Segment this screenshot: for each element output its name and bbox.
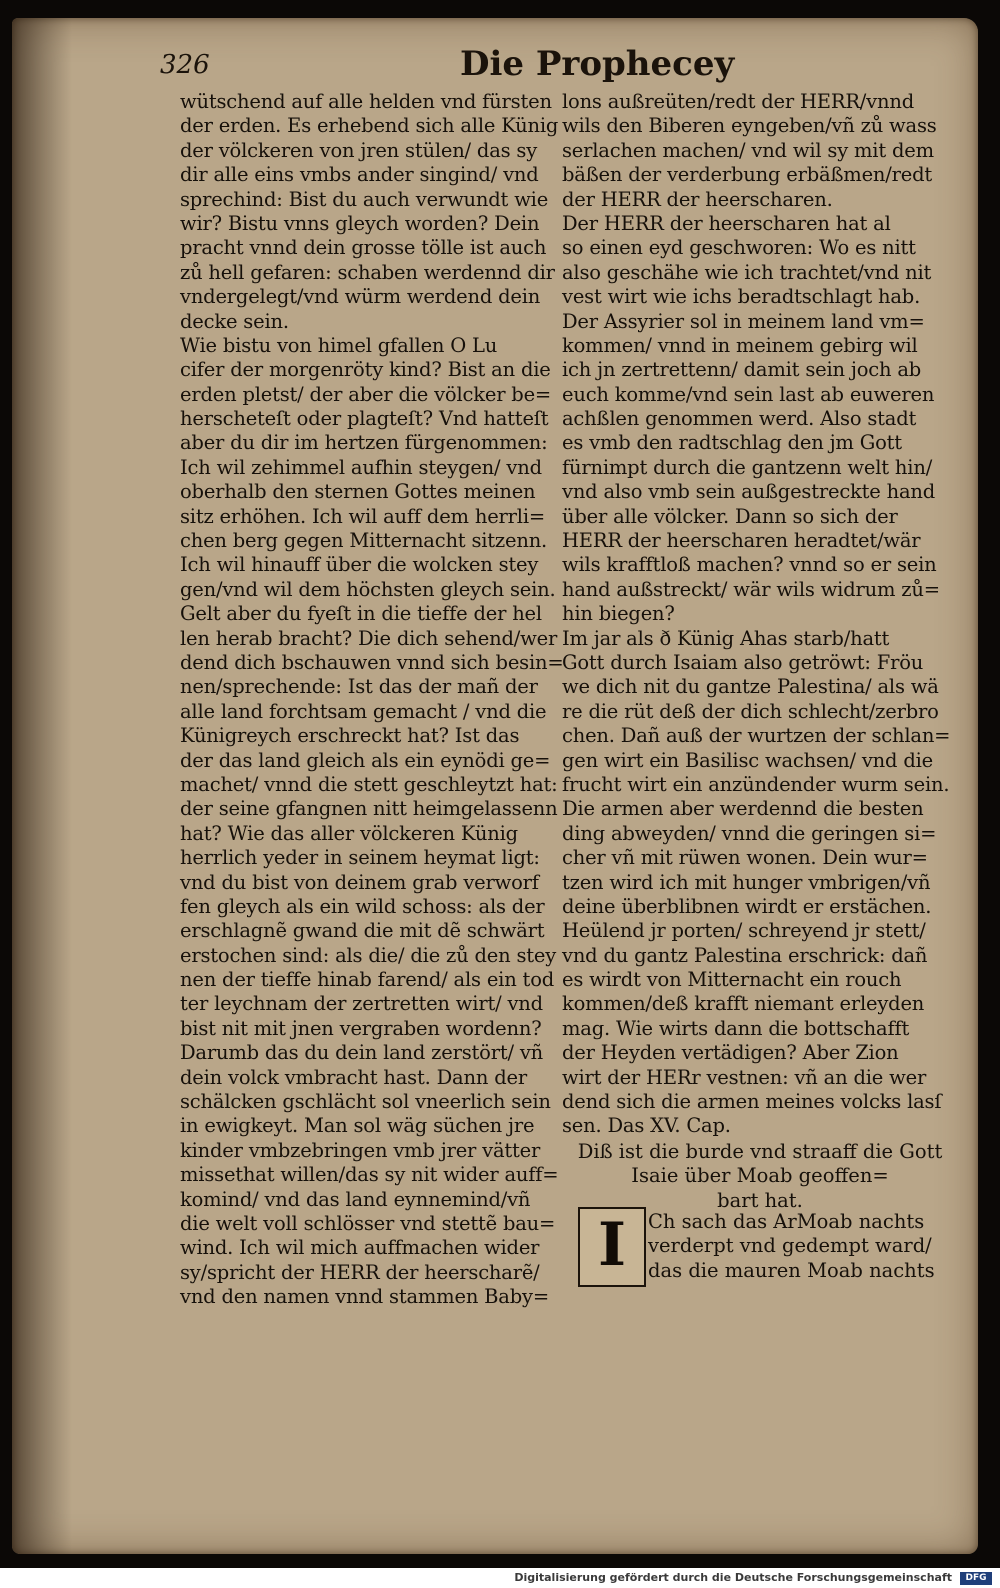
text-line: wirt der HERr vestnen: vñ an die wer xyxy=(562,1065,927,1089)
text-line: kommen/ vnnd in meinem gebirg wil xyxy=(562,333,918,357)
dfg-logo: DFG xyxy=(960,1572,992,1585)
text-line: bist nit mit jnen vergraben wordenn? xyxy=(180,1016,542,1040)
text-line: so einen eyd geschworen: Wo es nitt xyxy=(562,236,916,260)
page-header xyxy=(160,44,940,88)
text-line: dend dich bschauwen vnnd sich besin= xyxy=(180,650,564,674)
text-line: Wie bistu von himel gfallen O Lu xyxy=(180,333,498,357)
text-line: Künigreych erschreckt hat? Ist das xyxy=(180,724,520,748)
text-line: bäßen der verderbung erbäßmen/redt xyxy=(562,163,933,187)
text-line: vndergelegt/vnd würm werdend dein xyxy=(180,285,541,309)
footer-bar xyxy=(0,1570,1000,1588)
text-line: we dich nit du gantze Palestina/ als wä xyxy=(562,675,939,699)
text-line: aber du dir im hertzen fürgenommen: xyxy=(180,431,548,455)
text-line: wir? Bistu vnns gleych worden? Dein xyxy=(180,211,540,235)
text-line: vnd den namen vnnd stammen Baby= xyxy=(180,1285,549,1309)
page-number: 326 xyxy=(160,50,210,80)
text-line: Gelt aber du fyeſt in die tieffe der hel xyxy=(180,602,542,626)
text-line: re die rüt deß der dich schlecht/zerbro xyxy=(562,699,939,723)
text-line: zů hell gefaren: schaben werdennd dir xyxy=(180,260,555,284)
text-line: nen/sprechende: Ist das der mañ der xyxy=(180,675,538,699)
text-line: ter leychnam der zertretten wirt/ vnd xyxy=(180,992,543,1016)
text-line: es vmb den radtschlag den jm Gott xyxy=(562,431,902,455)
text-line: kommen/deß krafft niemant erleyden xyxy=(562,992,925,1016)
text-line: komind/ vnd das land eynnemind/vñ xyxy=(180,1187,531,1211)
text-line: wils krafftloß machen? vnnd so er sein xyxy=(562,553,937,577)
text-line: oberhalb den sternen Gottes meinen xyxy=(180,480,536,504)
text-line: der völckeren von jren stülen/ das sy xyxy=(180,138,538,162)
text-line: hin biegen? xyxy=(562,602,675,626)
text-line: das die mauren Moab nachts xyxy=(648,1258,935,1282)
text-line: ich jn zertrettenn/ damit sein joch ab xyxy=(562,358,922,382)
text-line: pracht vnnd dein grosse tölle ist auch xyxy=(180,236,547,260)
text-line: machet/ vnnd die stett geschleytzt hat: xyxy=(180,772,558,796)
text-line: also geschähe wie ich trachtet/vnd nit xyxy=(562,260,932,284)
text-line: lons außreüten/redt der HERR/vnnd xyxy=(562,90,914,113)
text-line: vnd also vmb sein außgestreckte hand xyxy=(562,480,936,504)
text-line: HERR der heerscharen heradtet/wär xyxy=(562,529,921,553)
digitization-credit: Digitalisierung gefördert durch die Deutsche Forschungsgemeinschaft xyxy=(514,1571,952,1584)
chapter-opening-text xyxy=(648,1210,948,1283)
page-gutter-shadow xyxy=(12,18,72,1554)
text-line: Gott durch Isaiam also getröwt: Fröu xyxy=(562,650,924,674)
text-line: Ich wil zehimmel aufhin steygen/ vnd xyxy=(180,455,542,479)
text-line: deine überblibnen wirdt er erstächen. xyxy=(562,894,932,918)
text-line: vnd du bist von deinem grab verworf xyxy=(180,870,539,894)
left-text-column xyxy=(180,90,564,1310)
text-line: vnd du gantz Palestina erschrick: dañ xyxy=(562,943,928,967)
text-line: herscheteſt oder plagteſt? Vnd hatteſt xyxy=(180,407,549,431)
text-line: Darumb das du dein land zerstört/ vñ xyxy=(180,1041,544,1065)
text-line: erschlagnẽ gwand die mit dẽ schwärt xyxy=(180,919,545,943)
text-line: cifer der morgenröty kind? Bist an die xyxy=(180,358,551,382)
text-line: missethat willen/das sy nit wider auff= xyxy=(180,1163,559,1187)
text-line: wütschend auf alle helden vnd fürsten xyxy=(180,90,552,113)
text-line: erstochen sind: als die/ die zů den stey xyxy=(180,943,557,967)
running-head: Die Prophecey xyxy=(460,44,735,84)
text-line: der das land gleich als ein eynödi ge= xyxy=(180,748,551,772)
text-line: gen/vnd wil dem höchsten gleych sein. xyxy=(180,577,556,601)
text-line: sy/spricht der HERR der heerscharẽ/ xyxy=(180,1260,540,1284)
text-line: kinder vmbzebringen vmb jrer vätter xyxy=(180,1138,541,1162)
text-line: hat? Wie das aller völckeren Künig xyxy=(180,821,518,845)
text-line: in ewigkeyt. Man sol wäg süchen jre xyxy=(180,1114,535,1138)
text-line: chen. Dañ auß der wurtzen der schlan= xyxy=(562,724,951,748)
text-line: hand außstreckt/ wär wils widrum zů= xyxy=(562,577,940,601)
text-line: nen der tieffe hinab farend/ als ein tod xyxy=(180,968,555,992)
text-line: die welt voll schlösser vnd stettẽ bau= xyxy=(180,1211,556,1235)
text-line: der seine gfangnen nitt heimgelassenn xyxy=(180,797,558,821)
right-text-column xyxy=(562,90,951,1139)
text-line: es wirdt von Mitternacht ein rouch xyxy=(562,968,902,992)
text-line: Ich wil hinauff über die wolcken stey xyxy=(180,553,539,577)
text-line: mag. Wie wirts dann die bottschafft xyxy=(562,1016,910,1040)
text-line: herrlich yeder in seinem heymat ligt: xyxy=(180,846,540,870)
text-line: verderpt vnd gedempt ward/ xyxy=(648,1234,932,1258)
text-line: wind. Ich wil mich auffmachen wider xyxy=(180,1236,540,1260)
text-line: alle land forchtsam gemacht / vnd die xyxy=(180,699,547,723)
text-line: der HERR der heerscharen. xyxy=(562,187,833,211)
text-line: ding abweyden/ vnnd die geringen si= xyxy=(562,821,937,845)
text-line: Ch sach das ArMoab nachts xyxy=(648,1210,925,1233)
text-line: len herab bracht? Die dich sehend/wer xyxy=(180,626,558,650)
text-line: decke sein. xyxy=(180,309,289,333)
heading-line: bart hat. xyxy=(717,1188,803,1212)
text-line: Der HERR der heerscharen hat al xyxy=(562,211,891,235)
text-line: Heülend jr porten/ schreyend jr stett/ xyxy=(562,919,926,943)
text-line: euch komme/vnd sein last ab euweren xyxy=(562,382,935,406)
text-line: sen. Das XV. Cap. xyxy=(562,1114,731,1138)
text-line: der erden. Es erhebend sich alle Künig xyxy=(180,114,559,138)
text-line: erden pletst/ der aber die völcker be= xyxy=(180,382,552,406)
decorated-initial: I xyxy=(578,1207,646,1287)
heading-line: Diß ist die burde vnd straaff die Gott xyxy=(577,1140,943,1163)
text-line: Der Assyrier sol in meinem land vm= xyxy=(562,309,925,333)
heading-line: Isaie über Moab geoffen= xyxy=(631,1164,889,1188)
text-line: über alle völcker. Dann so sich der xyxy=(562,504,898,528)
text-line: dein volck vmbracht hast. Dann der xyxy=(180,1065,527,1089)
text-line: sprechind: Bist du auch verwundt wie xyxy=(180,187,549,211)
text-line: fen gleych als ein wild schoss: als der xyxy=(180,894,545,918)
text-line: Im jar als ð Künig Ahas starb/hatt xyxy=(562,626,890,650)
text-line: frucht wirt ein anzündender wurm sein. xyxy=(562,772,950,796)
text-line: Die armen aber werdennd die besten xyxy=(562,797,924,821)
text-line: cher vñ mit rüwen wonen. Dein wur= xyxy=(562,846,928,870)
text-line: achßlen genommen werd. Also stadt xyxy=(562,407,917,431)
text-line: wils den Biberen eyngeben/vñ zů wass xyxy=(562,114,937,138)
text-line: der Heyden vertädigen? Aber Zion xyxy=(562,1041,899,1065)
text-line: dend sich die armen meines volcks lasſ xyxy=(562,1090,942,1114)
text-line: tzen wird ich mit hunger vmbrigen/vñ xyxy=(562,870,931,894)
text-line: schälcken gschlächt sol vneerlich sein xyxy=(180,1090,551,1114)
text-line: sitz erhöhen. Ich wil auff dem herrli= xyxy=(180,504,545,528)
text-line: serlachen machen/ vnd wil sy mit dem xyxy=(562,138,934,162)
text-line: vest wirt wie ichs beradtschlagt hab. xyxy=(562,285,921,309)
text-line: chen berg gegen Mitternacht sitzenn. xyxy=(180,529,548,553)
text-line: dir alle eins vmbs ander singind/ vnd xyxy=(180,163,539,187)
chapter-heading xyxy=(575,1139,945,1212)
text-line: fürnimpt durch die gantzenn welt hin/ xyxy=(562,455,933,479)
text-line: gen wirt ein Basilisc wachsen/ vnd die xyxy=(562,748,933,772)
